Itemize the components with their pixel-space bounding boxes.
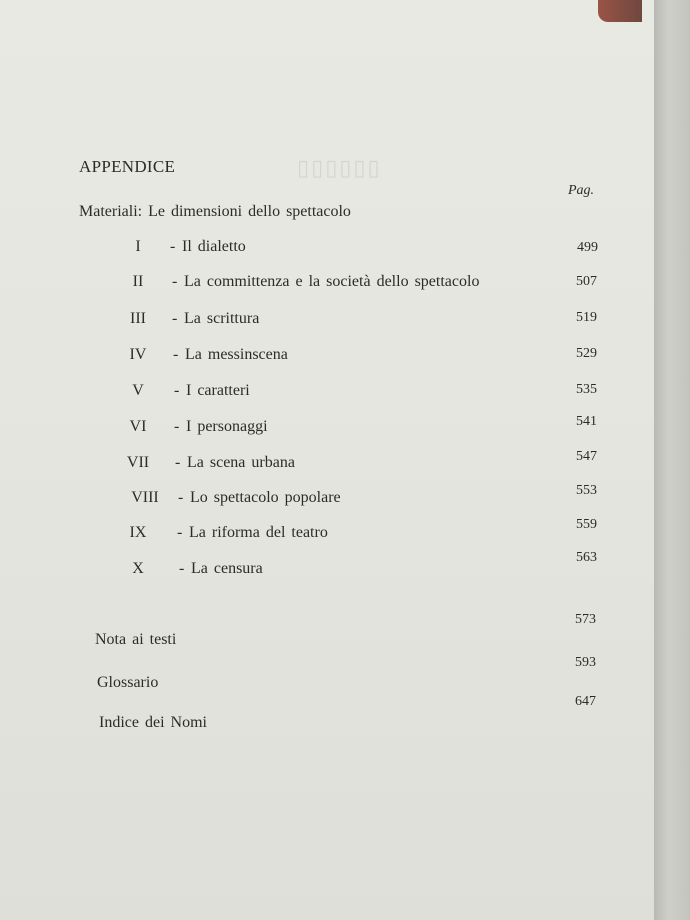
toc-row-numeral: VI <box>129 418 147 435</box>
toc-row <box>0 517 654 548</box>
toc-row-dash: - <box>177 524 183 541</box>
next-page-edge <box>654 0 690 920</box>
toc-extra-title: Indice dei Nomi <box>99 714 207 731</box>
toc-row-numeral: IV <box>129 346 147 363</box>
page-column-label: Pag. <box>568 183 595 198</box>
toc-row-dash: - <box>174 418 180 435</box>
toc-row <box>0 238 654 262</box>
toc-row-numeral: III <box>130 310 146 327</box>
toc-row-title: La scena urbana <box>187 454 295 471</box>
toc-extra-page-number: 573 <box>575 612 596 627</box>
toc-row-page-number: 553 <box>576 483 597 498</box>
toc-row-title: La censura <box>191 560 263 577</box>
toc-row-dash: - <box>173 346 179 363</box>
toc-row-title: Lo spettacolo popolare <box>190 489 341 506</box>
toc-row-page-number: 541 <box>576 414 597 429</box>
toc-row-page-number: 559 <box>576 517 597 532</box>
materials-heading: Materiali: Le dimensioni dello spettacolo <box>79 203 351 220</box>
toc-row <box>0 414 654 442</box>
bleed-through-decoration: ▯▯▯▯▯▯ <box>295 155 380 180</box>
toc-row <box>0 550 654 584</box>
toc-row-page-number: 529 <box>576 346 597 361</box>
toc-row-page-number: 563 <box>576 550 597 565</box>
toc-row-dash: - <box>170 238 176 255</box>
toc-row-numeral: V <box>132 382 144 399</box>
toc-extra-page-number: 647 <box>575 694 596 709</box>
toc-row <box>0 273 654 297</box>
toc-row-page-number: 507 <box>576 274 597 289</box>
toc-row-dash: - <box>172 310 178 327</box>
toc-extra-title: Nota ai testi <box>95 631 177 648</box>
toc-row-title: La riforma del teatro <box>189 524 328 541</box>
section-title: APPENDICE <box>79 157 176 176</box>
toc-row-numeral: X <box>132 560 144 577</box>
toc-row-dash: - <box>175 454 181 471</box>
toc-row-page-number: 499 <box>577 240 598 255</box>
toc-row-title: La messinscena <box>185 346 288 363</box>
toc-row <box>0 310 654 334</box>
toc-row-numeral: VII <box>126 454 150 471</box>
toc-row-title: Il dialetto <box>182 238 246 255</box>
cover-corner-decoration <box>598 0 642 22</box>
toc-row-dash: - <box>174 382 180 399</box>
toc-row-numeral: II <box>132 273 144 290</box>
toc-row <box>0 483 654 513</box>
toc-row-dash: - <box>172 273 178 290</box>
toc-row <box>0 346 654 370</box>
toc-row-page-number: 535 <box>576 382 597 397</box>
toc-extra-title: Glossario <box>97 674 159 691</box>
toc-row-page-number: 547 <box>576 449 597 464</box>
toc-row-dash: - <box>179 560 185 577</box>
toc-row-title: La committenza e la società dello spettacolo <box>184 273 480 290</box>
toc-row-title: La scrittura <box>184 310 260 327</box>
toc-row-title: I caratteri <box>186 382 250 399</box>
toc-extra-page-number: 593 <box>575 655 596 670</box>
toc-row-page-number: 519 <box>576 310 597 325</box>
toc-row <box>0 382 654 406</box>
toc-row-numeral: I <box>135 238 141 255</box>
toc-row-numeral: VIII <box>131 489 159 506</box>
toc-row <box>0 449 654 478</box>
toc-row-dash: - <box>178 489 184 506</box>
toc-row-title: I personaggi <box>186 418 268 435</box>
toc-row-numeral: IX <box>129 524 147 541</box>
